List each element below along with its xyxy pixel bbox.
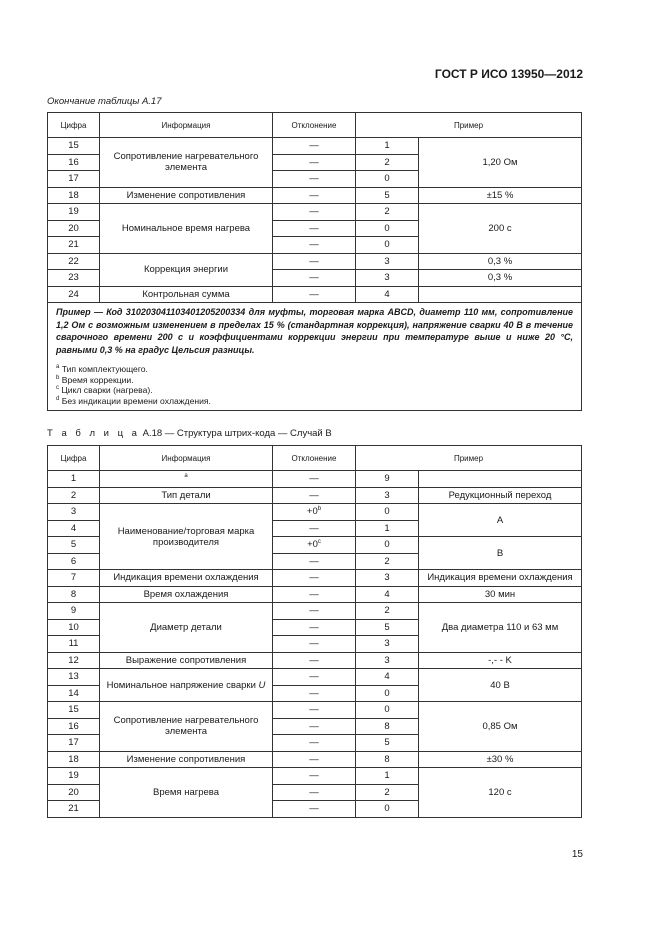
cell-example: 120 с bbox=[419, 768, 582, 818]
table-row bbox=[48, 586, 582, 603]
table-row bbox=[48, 253, 582, 270]
cell-deviation: — bbox=[273, 487, 356, 504]
cell-example: ±30 % bbox=[419, 751, 582, 768]
cell-digit: 17 bbox=[48, 735, 100, 752]
cell-deviation: — bbox=[273, 187, 356, 204]
cell-info: Время охлаждения bbox=[100, 586, 273, 603]
table-row bbox=[48, 669, 582, 686]
cell-digit: 19 bbox=[48, 204, 100, 221]
cell-info: Сопротивление нагревательного элемента bbox=[100, 138, 273, 188]
cell-digit: 16 bbox=[48, 154, 100, 171]
cell-digit: 3 bbox=[48, 504, 100, 521]
cell-info: Коррекция энергии bbox=[100, 253, 273, 286]
footnote-mark: b bbox=[56, 374, 60, 381]
table-row bbox=[48, 504, 582, 521]
cell-example: -,- - K bbox=[419, 652, 582, 669]
cell-digit: 23 bbox=[48, 270, 100, 287]
cell-digit: 9 bbox=[48, 603, 100, 620]
cell-info: Номинальное время нагрева bbox=[100, 204, 273, 254]
footnote-text: Без индикации времени охлаждения. bbox=[61, 395, 211, 406]
cell-example: 1,20 Ом bbox=[419, 138, 582, 188]
cell-example-digit: 4 bbox=[356, 669, 419, 686]
table-row bbox=[48, 570, 582, 587]
cell-example: 0,85 Ом bbox=[419, 702, 582, 752]
cell-example-digit: 3 bbox=[356, 270, 419, 287]
cell-deviation: — bbox=[273, 237, 356, 254]
cell-deviation bbox=[273, 537, 356, 554]
cell-deviation: — bbox=[273, 204, 356, 221]
cell-digit: 17 bbox=[48, 171, 100, 188]
cell-example-digit: 0 bbox=[356, 504, 419, 521]
table-caption bbox=[47, 428, 332, 439]
cell-digit: 21 bbox=[48, 801, 100, 818]
cell-example-digit: 2 bbox=[356, 784, 419, 801]
footnote-mark: c bbox=[56, 385, 59, 392]
cell-example-digit: 8 bbox=[356, 751, 419, 768]
cell-deviation: — bbox=[273, 138, 356, 155]
col-header-deviation: Отклонение bbox=[273, 446, 356, 471]
table-row bbox=[48, 751, 582, 768]
cell-digit: 2 bbox=[48, 487, 100, 504]
cell-deviation: — bbox=[273, 171, 356, 188]
cell-digit: 1 bbox=[48, 471, 100, 488]
table-row bbox=[48, 187, 582, 204]
cell-digit: 11 bbox=[48, 636, 100, 653]
cell-example-digit: 0 bbox=[356, 220, 419, 237]
cell-digit: 15 bbox=[48, 702, 100, 719]
footnote bbox=[56, 396, 573, 407]
cell-example-digit: 1 bbox=[356, 768, 419, 785]
cell-digit: 12 bbox=[48, 652, 100, 669]
cell-example: 40 В bbox=[419, 669, 582, 702]
cell-digit: 15 bbox=[48, 138, 100, 155]
voltage-label: Номинальное напряжение сварки bbox=[106, 679, 256, 691]
cell-info: Диаметр детали bbox=[100, 603, 273, 653]
cell-digit: 18 bbox=[48, 187, 100, 204]
col-header-deviation: Отклонение bbox=[273, 113, 356, 138]
footnote-ref: a bbox=[184, 473, 188, 480]
cell-example-digit: 2 bbox=[356, 603, 419, 620]
cell-digit: 24 bbox=[48, 286, 100, 303]
cell-info bbox=[100, 669, 273, 702]
cell-deviation: — bbox=[273, 253, 356, 270]
cell-example-digit: 3 bbox=[356, 652, 419, 669]
cell-example: 200 с bbox=[419, 204, 582, 254]
table-row bbox=[48, 204, 582, 221]
table-continuation-label: Окончание таблицы А.17 bbox=[47, 96, 162, 107]
cell-deviation: — bbox=[273, 735, 356, 752]
page-number: 15 bbox=[571, 849, 583, 860]
cell-deviation: — bbox=[273, 768, 356, 785]
standard-designation: ГОСТ Р ИСО 13950—2012 bbox=[434, 67, 583, 81]
cell-example-digit: 4 bbox=[356, 586, 419, 603]
table-row bbox=[48, 702, 582, 719]
cell-example-digit: 0 bbox=[356, 537, 419, 554]
cell-example-digit: 3 bbox=[356, 636, 419, 653]
cell-digit: 16 bbox=[48, 718, 100, 735]
col-header-digit: Цифра bbox=[48, 446, 100, 471]
cell-example-digit: 5 bbox=[356, 619, 419, 636]
cell-deviation: — bbox=[273, 154, 356, 171]
cell-example: 0,3 % bbox=[419, 270, 582, 287]
cell-deviation bbox=[273, 504, 356, 521]
footnote bbox=[56, 375, 573, 386]
cell-example: ±15 % bbox=[419, 187, 582, 204]
cell-example-digit: 0 bbox=[356, 702, 419, 719]
cell-example-digit: 1 bbox=[356, 138, 419, 155]
cell-info bbox=[100, 471, 273, 488]
cell-digit: 14 bbox=[48, 685, 100, 702]
cell-example: Два диаметра 110 и 63 мм bbox=[419, 603, 582, 653]
caption-text: А.18 — Структура штрих-кода — Случай В bbox=[142, 428, 332, 439]
cell-digit: 22 bbox=[48, 253, 100, 270]
table-row bbox=[48, 138, 582, 155]
cell-deviation: — bbox=[273, 520, 356, 537]
footnote-mark: d bbox=[56, 395, 60, 402]
cell-info: Контрольная сумма bbox=[100, 286, 273, 303]
cell-example: 0,3 % bbox=[419, 253, 582, 270]
cell-example: Редукционный переход bbox=[419, 487, 582, 504]
cell-digit: 5 bbox=[48, 537, 100, 554]
cell-example-digit: 3 bbox=[356, 253, 419, 270]
cell-deviation: — bbox=[273, 220, 356, 237]
cell-example-digit: 2 bbox=[356, 553, 419, 570]
cell-deviation: — bbox=[273, 286, 356, 303]
cell-digit: 21 bbox=[48, 237, 100, 254]
cell-example bbox=[419, 286, 582, 303]
cell-info: Выражение сопротивления bbox=[100, 652, 273, 669]
cell-example-digit: 2 bbox=[356, 154, 419, 171]
cell-info: Тип детали bbox=[100, 487, 273, 504]
cell-example: B bbox=[419, 537, 582, 570]
footnote-mark: a bbox=[56, 364, 60, 371]
cell-deviation: — bbox=[273, 685, 356, 702]
cell-digit: 13 bbox=[48, 669, 100, 686]
voltage-symbol: U bbox=[258, 679, 266, 691]
deviation-value: +0 bbox=[307, 539, 318, 551]
cell-example: Индикация времени охлаждения bbox=[419, 570, 582, 587]
col-header-example: Пример bbox=[356, 113, 582, 138]
cell-example-digit: 0 bbox=[356, 801, 419, 818]
cell-deviation: — bbox=[273, 669, 356, 686]
cell-info: Изменение сопротивления bbox=[100, 751, 273, 768]
cell-deviation: — bbox=[273, 619, 356, 636]
footnote bbox=[56, 385, 573, 396]
table-row bbox=[48, 487, 582, 504]
cell-info: Сопротивление нагревательного элемента bbox=[100, 702, 273, 752]
cell-example: A bbox=[419, 504, 582, 537]
table-a18 bbox=[47, 445, 582, 818]
deviation-value: +0 bbox=[306, 506, 318, 518]
cell-deviation: — bbox=[273, 586, 356, 603]
cell-digit: 20 bbox=[48, 220, 100, 237]
cell-deviation: — bbox=[273, 702, 356, 719]
cell-digit: 7 bbox=[48, 570, 100, 587]
cell-deviation: — bbox=[273, 636, 356, 653]
cell-deviation: — bbox=[273, 784, 356, 801]
example-text: Пример — Код 310203041103401205200334 для муфты, торговая марка ABCD, диаметр 110 мм, сопротивление 1,2 Ом с возможным изменением в пределах 15 % (стандартная коррекция), напряжение сварки 40 В в течение сварочного времени 200 с и коэффициентами коррекции энергии при температуре выше и ниже 20 °С, равными 0,3 % на градус Цельсия разницы. bbox=[56, 307, 574, 355]
table-row bbox=[48, 471, 582, 488]
cell-example-digit: 9 bbox=[356, 471, 419, 488]
cell-example-digit: 8 bbox=[356, 718, 419, 735]
cell-digit: 8 bbox=[48, 586, 100, 603]
cell-digit: 10 bbox=[48, 619, 100, 636]
cell-digit: 6 bbox=[48, 553, 100, 570]
col-header-digit: Цифра bbox=[48, 113, 100, 138]
table-row bbox=[48, 603, 582, 620]
table-row bbox=[48, 286, 582, 303]
footnote-ref: c bbox=[317, 539, 321, 546]
cell-deviation: — bbox=[273, 652, 356, 669]
cell-deviation: — bbox=[273, 751, 356, 768]
cell-digit: 19 bbox=[48, 768, 100, 785]
col-header-info: Информация bbox=[100, 113, 273, 138]
cell-deviation: — bbox=[273, 570, 356, 587]
table-a17-end bbox=[47, 112, 582, 411]
table-row bbox=[48, 768, 582, 785]
cell-example-digit: 0 bbox=[356, 685, 419, 702]
cell-digit: 20 bbox=[48, 784, 100, 801]
cell-example-digit: 0 bbox=[356, 171, 419, 188]
cell-example-digit: 4 bbox=[356, 286, 419, 303]
cell-info: Индикация времени охлаждения bbox=[100, 570, 273, 587]
col-header-example: Пример bbox=[356, 446, 582, 471]
cell-example-digit: 3 bbox=[356, 487, 419, 504]
col-header-info: Информация bbox=[100, 446, 273, 471]
cell-example-digit: 5 bbox=[356, 187, 419, 204]
table-row bbox=[48, 652, 582, 669]
footnote-ref: b bbox=[317, 506, 322, 513]
cell-info: Изменение сопротивления bbox=[100, 187, 273, 204]
footnotes bbox=[56, 364, 573, 406]
cell-example-digit: 5 bbox=[356, 735, 419, 752]
cell-deviation: — bbox=[273, 270, 356, 287]
footnote bbox=[56, 364, 573, 375]
footnote-text: Цикл сварки (нагрева). bbox=[61, 385, 153, 395]
cell-deviation: — bbox=[273, 553, 356, 570]
footnote-text: Тип комплектующего. bbox=[61, 364, 148, 374]
caption-prefix: Т а б л и ц а bbox=[47, 428, 140, 439]
cell-info: Наименование/торговая марка производителя bbox=[100, 504, 273, 570]
cell-deviation: — bbox=[273, 471, 356, 488]
cell-digit: 18 bbox=[48, 751, 100, 768]
cell-example-digit: 3 bbox=[356, 570, 419, 587]
cell-digit: 4 bbox=[48, 520, 100, 537]
cell-example: 30 мин bbox=[419, 586, 582, 603]
cell-example-digit: 2 bbox=[356, 204, 419, 221]
cell-example-digit: 0 bbox=[356, 237, 419, 254]
cell-example bbox=[419, 471, 582, 488]
cell-deviation: — bbox=[273, 718, 356, 735]
cell-info: Время нагрева bbox=[100, 768, 273, 818]
table-note bbox=[48, 303, 582, 411]
cell-deviation: — bbox=[273, 603, 356, 620]
cell-deviation: — bbox=[273, 801, 356, 818]
cell-example-digit: 1 bbox=[356, 520, 419, 537]
footnote-text: Время коррекции. bbox=[61, 374, 134, 385]
